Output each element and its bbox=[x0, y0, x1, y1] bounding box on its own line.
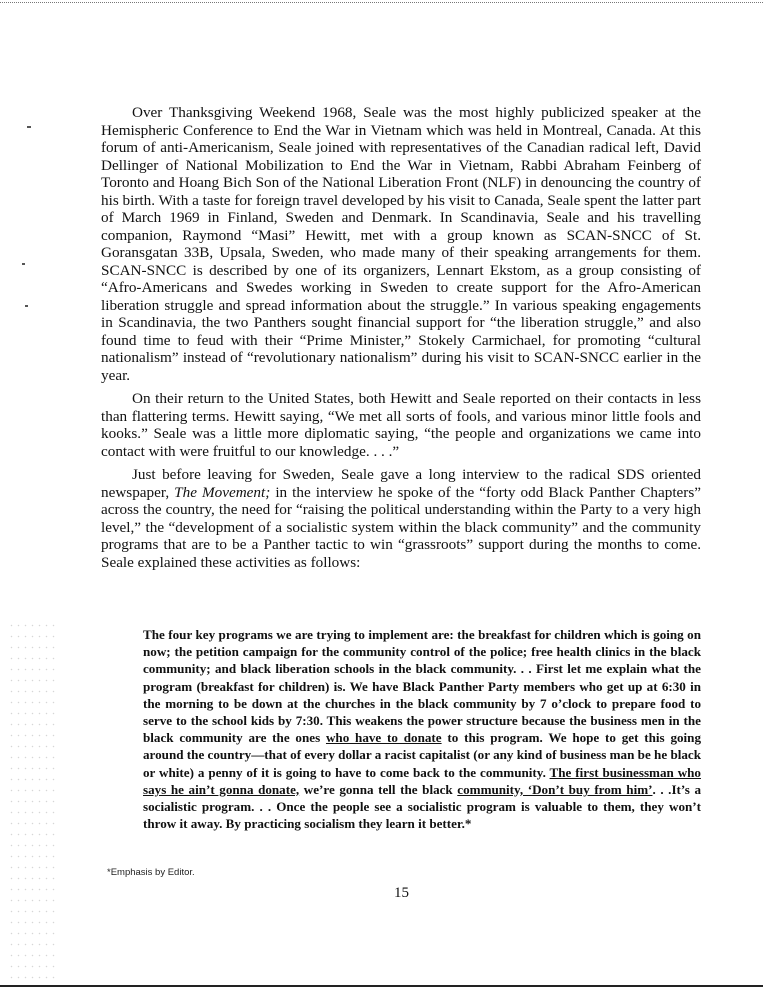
page-number: 15 bbox=[394, 885, 409, 901]
newspaper-title: The Movement; bbox=[174, 483, 271, 501]
paragraph-2: On their return to the United States, both Hewitt and Seale reported on their contacts in less than flattering terms. Hewitt saying, “We met all sorts of fools, and various minor little fools and kooks.” Seale was a little more diplomatic saying, “the people and organizations we came into contact with were fruitful to our knowledge. . . .” bbox=[101, 390, 701, 460]
quote-text: to this program. We hope to get this going around the country—that of every dollar a racist capitalist (or any kind of business man be he black or white) a penny of it is going to have to come back to the community. bbox=[143, 730, 701, 780]
quote-emphasis: who have to donate bbox=[325, 730, 442, 746]
footnote: *Emphasis by Editor. bbox=[107, 867, 195, 878]
paragraph-3 bbox=[101, 466, 701, 571]
block-quote bbox=[143, 626, 701, 832]
bottom-scan-edge bbox=[0, 985, 763, 987]
margin-mark bbox=[25, 305, 28, 307]
quote-text: The four key programs we are trying to implement are: the breakfast for children which is going on now; the petition campaign for the community control of the police; free health clinics in the black community; and black liberation schools in the black community. . . First let me explain what the program (breakfast for children) is. We have Black Panther Party members who get up at 6:30 in the morning to be down at the churches in the black community by 7 o’clock to prepare food to serve to the school kids by 7:30. This weakens the power structure because the business men in the black community are the ones bbox=[143, 627, 701, 746]
margin-scan-noise bbox=[8, 620, 58, 980]
top-scan-edge bbox=[0, 2, 763, 3]
quote-text: . . .It’s a socialistic program. . . Once the people see a socialistic program is valuable to them, they won’t throw it away. By practicing socialism they learn it better.* bbox=[143, 781, 701, 832]
quote-emphasis: community, ‘Don’t buy from him’ bbox=[457, 781, 653, 797]
quote-text: we’re gonna tell the black bbox=[299, 781, 458, 797]
margin-mark bbox=[27, 126, 31, 128]
quote-emphasis: The first businessman who says he ain’t gonna donate, bbox=[143, 764, 701, 797]
margin-mark bbox=[22, 263, 25, 265]
paragraph-3-text-cont: in the interview he spoke of the “forty odd Black Panther Chapters” across the country, the need for “raising the political understanding within the Party to a very high level,” the “development of a socialistic system within the black community” and the community programs that are to be a Panther tactic to win “grassroots” support during the months to come. Seale explained these activities as follows: bbox=[101, 483, 701, 571]
paragraph-1: Over Thanksgiving Weekend 1968, Seale was the most highly publicized speaker at the Hemispheric Conference to End the War in Vietnam which was held in Montreal, Canada. At this forum of anti-Americanism, Seale joined with representatives of the Canadian radical left, David Dellinger of National Mobilization to End the War in Vietnam, Rabbi Abraham Feinberg of Toronto and Hoang Bich Son of the National Liberation Front (NLF) in denouncing the country of his birth. With a taste for foreign travel developed by his visit to Canada, Seale spent the latter part of March 1969 in Finland, Sweden and Denmark. In Scandinavia, Seale and his travelling companion, Raymond “Masi” Hewitt, met with a group known as SCAN-SNCC of St. Goransgatan 33B, Upsala, Sweden, who made many of their speaking arrangements for them. SCAN-SNCC is described by one of its organizers, Lennart Ekstom, as a group consisting of “Afro-Americans and Swedes working in Sweden to create support for the Afro-American liberation struggle and spread information about the struggle.” In various speaking engagements in Scandinavia, the two Panthers sought financial support for “the liberation struggle,” and also found time to feud with their “Prime Minister,” Stokely Carmichael, for promoting “cultural nationalism” instead of “revolutionary nationalism” during his visit to SCAN-SNCC earlier in the year. bbox=[101, 104, 701, 384]
body-text bbox=[101, 104, 701, 577]
paragraph-3-text: Just before leaving for Sweden, Seale gave a long interview to the radical SDS oriented newspaper, bbox=[101, 466, 701, 501]
